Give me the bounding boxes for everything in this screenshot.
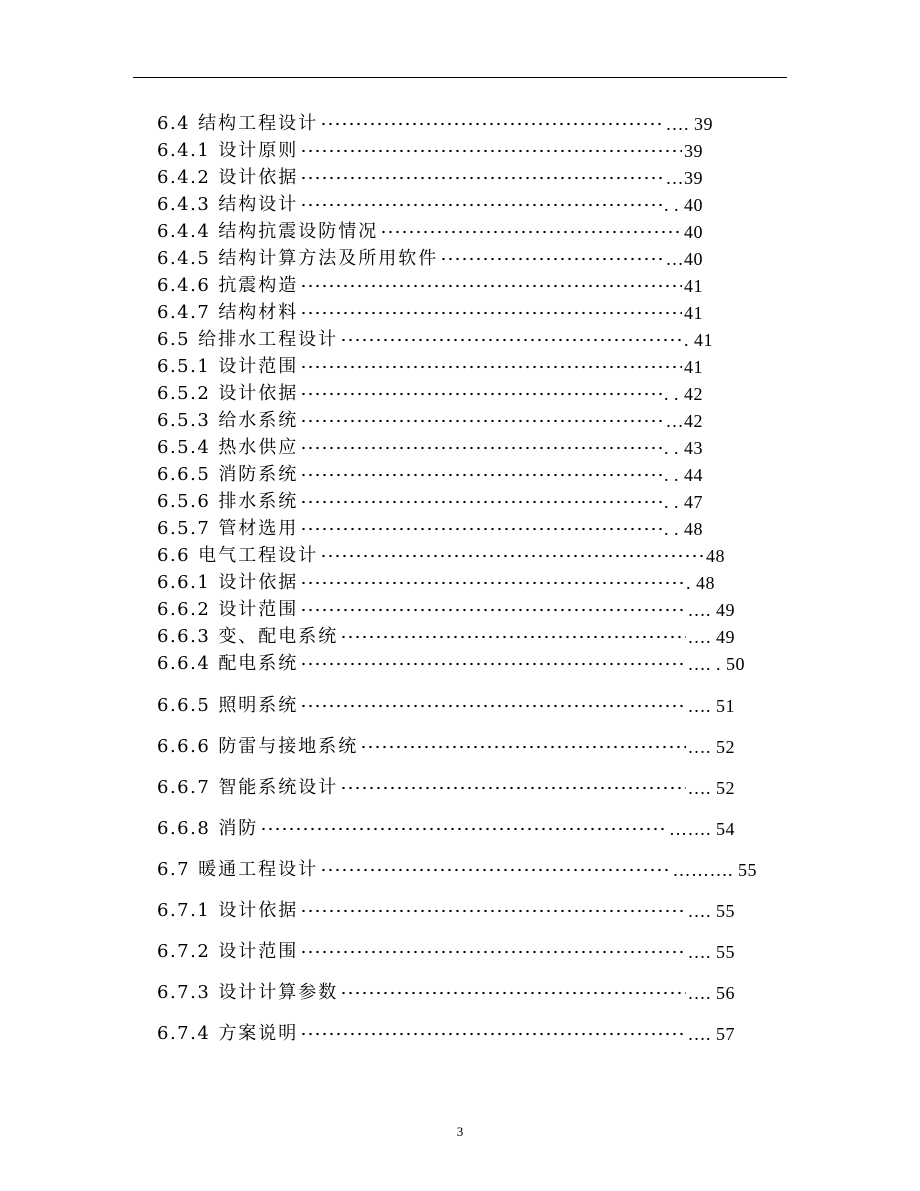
toc-entry-number: 6.6.5: [157, 695, 211, 716]
toc-entry: [157, 301, 703, 325]
toc-entry: [157, 652, 745, 676]
toc-entry-page: ……. 54: [669, 819, 735, 839]
toc-entry: [157, 858, 757, 882]
toc-dot-leader: [300, 139, 682, 163]
toc-dot-leader: [300, 355, 682, 379]
toc-entry-number: 6.6.1: [157, 572, 211, 593]
toc-dot-leader: [320, 544, 704, 568]
toc-entry: [157, 571, 715, 595]
toc-entry-number: 6.4.1: [157, 140, 211, 161]
toc-entry-title: 方案说明: [218, 1023, 299, 1044]
toc-entry: [157, 899, 735, 923]
toc-entry-page: …40: [665, 249, 703, 269]
toc-entry-title: 电气工程设计: [198, 545, 319, 566]
toc-entry-number: 6.4: [157, 113, 191, 134]
toc-entry: [157, 1022, 735, 1046]
toc-entry-page: . . 42: [664, 384, 703, 404]
toc-entry-title: 给水系统: [218, 410, 299, 431]
toc-dot-leader: [300, 382, 662, 406]
toc-dot-leader: [300, 490, 662, 514]
toc-entry: [157, 139, 703, 163]
toc-entry-title: 照明系统: [218, 695, 299, 716]
toc-entry-page: …. 55: [687, 901, 735, 921]
toc-entry-title: 设计范围: [218, 599, 299, 620]
page-number: 3: [456, 1124, 464, 1139]
toc-dot-leader: [340, 625, 685, 649]
toc-entry-number: 6.4.7: [157, 302, 211, 323]
toc-entry-number: 6.4.3: [157, 194, 211, 215]
toc-entry-number: 6.7: [157, 859, 191, 880]
toc-dot-leader: [300, 940, 685, 964]
toc-entry-title: 结构材料: [218, 302, 299, 323]
toc-entry: [157, 694, 735, 718]
toc-entry-page: . . 44: [664, 465, 703, 485]
toc-entry-page: . 41: [684, 330, 713, 350]
toc-entry-number: 6.6.4: [157, 653, 211, 674]
toc-entry-title: 配电系统: [218, 653, 299, 674]
toc-entry: [157, 436, 703, 460]
toc-entry-page: …. . 50: [687, 654, 745, 674]
toc-entry-page: …. 55: [687, 942, 735, 962]
toc-entry-title: 结构设计: [218, 194, 299, 215]
toc-dot-leader: [300, 463, 662, 487]
toc-entry: [157, 463, 703, 487]
toc-entry-title: 管材选用: [218, 518, 299, 539]
toc-entry-number: 6.7.4: [157, 1023, 211, 1044]
toc-dot-leader: [300, 1022, 685, 1046]
toc-entry-page: …42: [665, 411, 703, 431]
toc-entry-page: . . 40: [664, 195, 703, 215]
toc-entry: [157, 517, 703, 541]
toc-entry-number: 6.5.2: [157, 383, 211, 404]
toc-entry: [157, 409, 703, 433]
toc-dot-leader: [300, 571, 684, 595]
toc-entry-page: 48: [706, 546, 725, 566]
toc-entry-title: 设计依据: [218, 572, 299, 593]
toc-entry: [157, 355, 703, 379]
toc-entry-page: 41: [684, 357, 703, 377]
toc-entry-title: 设计原则: [218, 140, 299, 161]
toc-entry-number: 6.6.8: [157, 818, 211, 839]
toc-dot-leader: [380, 220, 682, 244]
toc-entry-number: 6.5.6: [157, 491, 211, 512]
toc-entry: [157, 776, 735, 800]
toc-entry-page: …. 39: [665, 114, 713, 134]
toc-entry: [157, 940, 735, 964]
toc-entry: [157, 598, 735, 622]
toc-entry-title: 设计依据: [218, 900, 299, 921]
toc-dot-leader: [320, 112, 663, 136]
toc-entry: [157, 274, 703, 298]
toc-dot-leader: [340, 328, 682, 352]
toc-entry: [157, 382, 703, 406]
toc-entry-number: 6.6.2: [157, 599, 211, 620]
toc-dot-leader: [360, 735, 685, 759]
toc-entry-number: 6.6.3: [157, 626, 211, 647]
toc-entry: [157, 112, 713, 136]
toc-entry-page: . . 47: [664, 492, 703, 512]
toc-entry-page: 40: [684, 222, 703, 242]
toc-dot-leader: [300, 166, 663, 190]
toc-entry-title: 设计范围: [218, 941, 299, 962]
toc-dot-leader: [340, 981, 685, 1005]
toc-dot-leader: [300, 899, 685, 923]
toc-entry: [157, 328, 713, 352]
toc-entry-number: 6.4.2: [157, 167, 211, 188]
toc-dot-leader: [260, 817, 667, 841]
toc-entry: [157, 981, 735, 1005]
toc-entry-title: 热水供应: [218, 437, 299, 458]
toc-entry-title: 结构抗震设防情况: [218, 221, 379, 242]
toc-entry-page: 39: [684, 141, 703, 161]
toc-entry-page: …. 57: [687, 1024, 735, 1044]
toc-entry-title: 消防: [218, 818, 259, 839]
toc-entry-page: …39: [665, 168, 703, 188]
toc-entry-title: 设计计算参数: [218, 982, 339, 1003]
toc-entry-title: 排水系统: [218, 491, 299, 512]
toc-entry: [157, 817, 735, 841]
toc-entry-title: 设计依据: [218, 383, 299, 404]
toc-dot-leader: [300, 436, 662, 460]
toc-entry-number: 6.4.4: [157, 221, 211, 242]
toc-dot-leader: [300, 694, 685, 718]
toc-entry-page: . . 48: [664, 519, 703, 539]
toc-entry-page: …. 52: [687, 778, 735, 798]
toc-entry-page: . . 43: [664, 438, 703, 458]
toc-entry-number: 6.5.3: [157, 410, 211, 431]
toc-dot-leader: [300, 517, 662, 541]
toc-dot-leader: [340, 776, 685, 800]
toc-entry-page: …. 49: [687, 627, 735, 647]
toc-entry-page: …. 52: [687, 737, 735, 757]
toc-entry-number: 6.6.6: [157, 736, 211, 757]
toc-dot-leader: [300, 274, 682, 298]
toc-dot-leader: [300, 652, 685, 676]
toc-dot-leader: [300, 598, 685, 622]
toc-entry-number: 6.5: [157, 329, 191, 350]
toc-entry-number: 6.7.3: [157, 982, 211, 1003]
toc-entry-number: 6.6: [157, 545, 191, 566]
toc-entry-number: 6.7.2: [157, 941, 211, 962]
toc-entry-title: 抗震构造: [218, 275, 299, 296]
toc-entry-title: 给排水工程设计: [198, 329, 339, 350]
toc-entry-number: 6.5.4: [157, 437, 211, 458]
toc-entry-page: 41: [684, 276, 703, 296]
toc-entry-number: 6.6.5: [157, 464, 211, 485]
toc-entry-title: 结构计算方法及所用软件: [218, 248, 439, 269]
toc-entry-page: …. 49: [687, 600, 735, 620]
toc-entry-number: 6.7.1: [157, 900, 211, 921]
toc-entry: [157, 247, 703, 271]
toc-entry-title: 结构工程设计: [198, 113, 319, 134]
toc-entry-title: 智能系统设计: [218, 777, 339, 798]
toc-entry: [157, 166, 703, 190]
toc-entry-title: 变、配电系统: [218, 626, 339, 647]
toc-entry-page: …. 51: [687, 696, 735, 716]
toc-entry-number: 6.5.1: [157, 356, 211, 377]
toc-entry-number: 6.5.7: [157, 518, 211, 539]
toc-dot-leader: [440, 247, 663, 271]
toc-entry: [157, 625, 735, 649]
toc-entry-number: 6.4.6: [157, 275, 211, 296]
toc-entry-page: 41: [684, 303, 703, 323]
toc-entry-page: ………. 55: [672, 860, 757, 880]
toc-entry-title: 设计范围: [218, 356, 299, 377]
toc-entry: [157, 490, 703, 514]
toc-dot-leader: [300, 409, 663, 433]
toc-dot-leader: [300, 193, 662, 217]
toc-entry: [157, 220, 703, 244]
toc-entry: [157, 735, 735, 759]
toc-entry-title: 防雷与接地系统: [218, 736, 359, 757]
toc-dot-leader: [320, 858, 670, 882]
toc-entry-page: . 48: [686, 573, 715, 593]
toc-entry-number: 6.4.5: [157, 248, 211, 269]
toc-entry-title: 设计依据: [218, 167, 299, 188]
toc-dot-leader: [300, 301, 682, 325]
toc-entry-title: 暖通工程设计: [198, 859, 319, 880]
toc-entry-title: 消防系统: [218, 464, 299, 485]
toc-entry-number: 6.6.7: [157, 777, 211, 798]
toc-entry: [157, 193, 703, 217]
toc-entry: [157, 544, 725, 568]
toc-entry-page: …. 56: [687, 983, 735, 1003]
